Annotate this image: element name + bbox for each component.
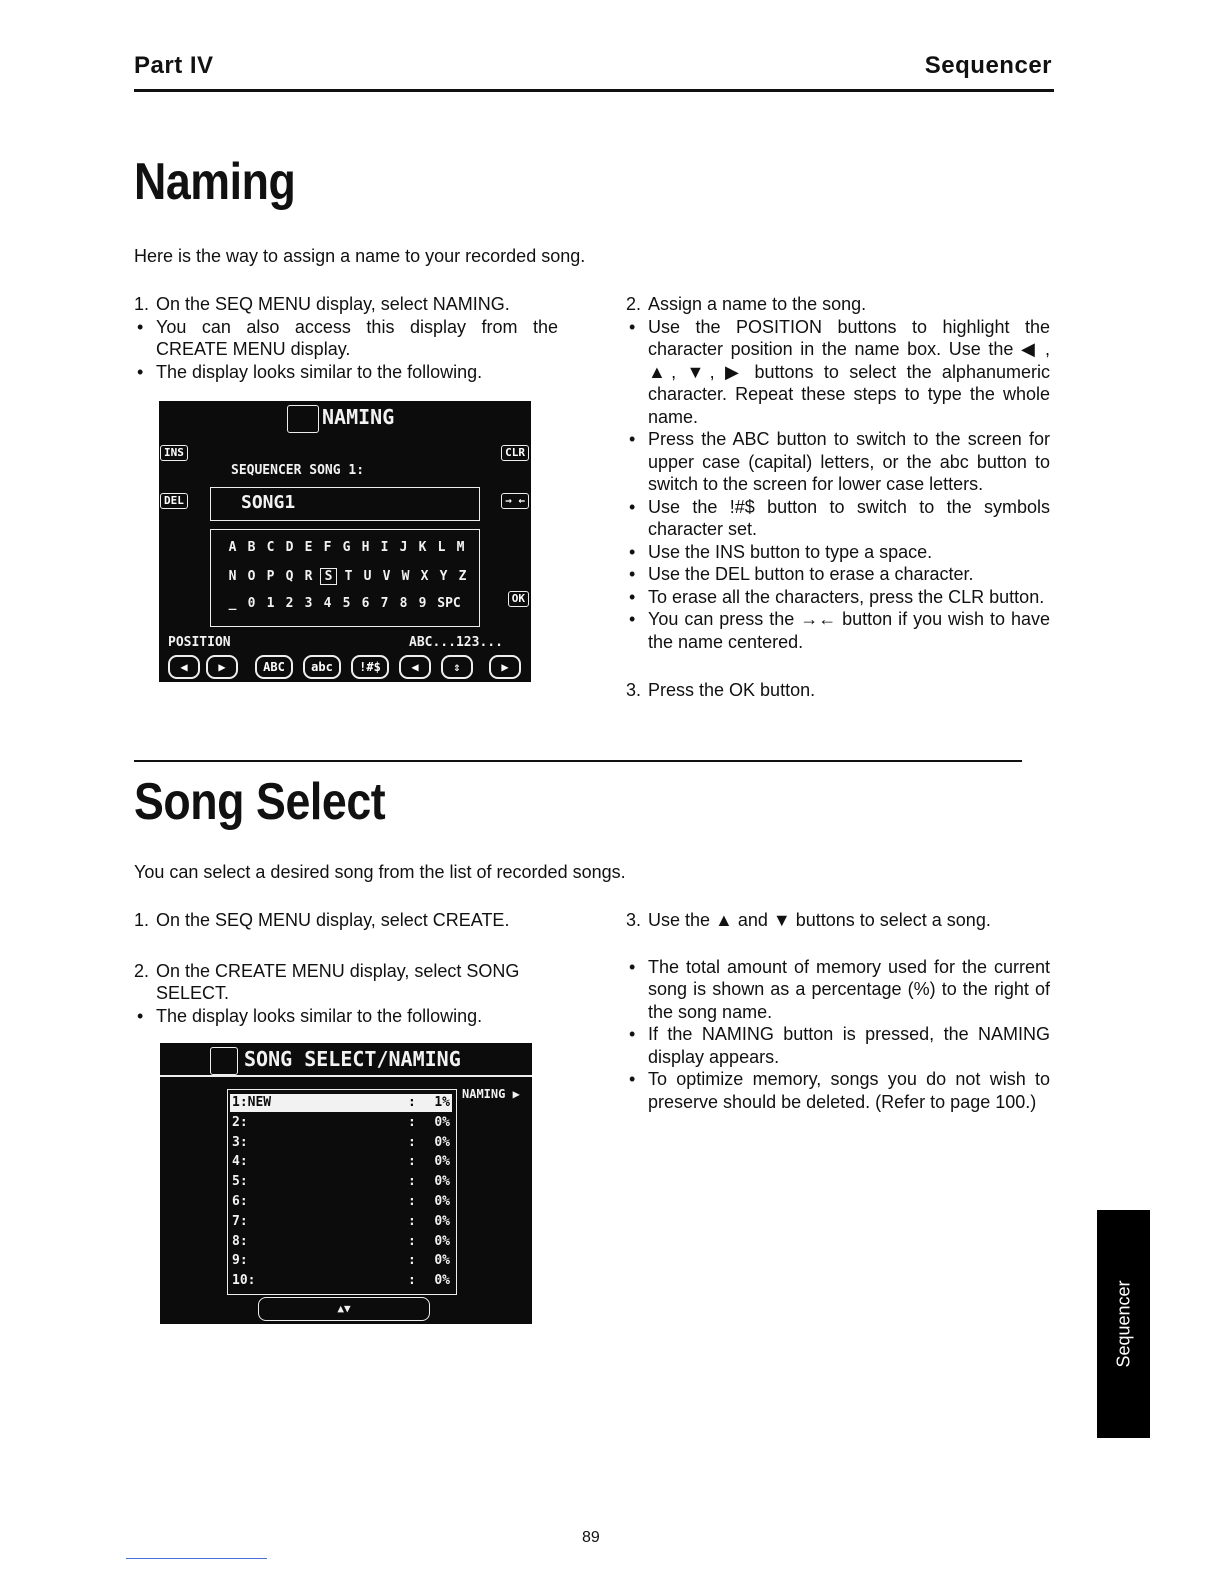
naming-lcd-screen bbox=[159, 401, 531, 682]
song-row-separator: : bbox=[408, 1134, 416, 1150]
char-cell[interactable]: R bbox=[304, 569, 313, 584]
song-row-memory: 1% bbox=[434, 1095, 450, 1110]
song-row[interactable] bbox=[230, 1252, 452, 1270]
naming-step2-bullet: • Press the ABC button to switch to the screen for upper case (capital) letters, or the abc button to switch to the screen for lower case letters. bbox=[626, 428, 1050, 496]
song-row-separator: : bbox=[408, 1174, 416, 1190]
naming-step2-bullet: • Use the INS button to type a space. bbox=[626, 541, 1050, 564]
char-cell[interactable]: U bbox=[363, 569, 372, 584]
char-cell[interactable]: _ bbox=[228, 596, 237, 611]
song-row-label: 1:NEW bbox=[232, 1095, 272, 1110]
name-value: SONG1 bbox=[241, 492, 296, 513]
song-row-label: 10: bbox=[232, 1273, 256, 1289]
char-cell[interactable]: 5 bbox=[342, 596, 351, 611]
naming-step2-bullet: • Use the POSITION buttons to highlight the character position in the name box. Use the ◀ , ▲, ▼, ▶ buttons to select the alphanumeric character. Repeat these steps to type the whole name. bbox=[626, 316, 1050, 429]
naming-step1-bullet: • You can also access this display from the CREATE MENU display. bbox=[134, 316, 558, 361]
song-row[interactable] bbox=[230, 1153, 452, 1171]
char-cell[interactable]: V bbox=[382, 569, 391, 584]
song-row-memory: 0% bbox=[434, 1253, 450, 1269]
naming-step-2: 2. Assign a name to the song. bbox=[626, 294, 867, 314]
song-label: SEQUENCER SONG 1: bbox=[231, 463, 365, 478]
song-row-separator: : bbox=[408, 1253, 416, 1269]
char-set-label: ABC...123... bbox=[409, 635, 503, 650]
song-row[interactable] bbox=[230, 1213, 452, 1231]
char-cell[interactable]: S bbox=[320, 568, 337, 585]
char-cell[interactable]: K bbox=[418, 540, 427, 555]
char-cell[interactable]: 3 bbox=[304, 596, 313, 611]
song-row-label: 3: bbox=[232, 1134, 248, 1150]
char-cell[interactable]: G bbox=[342, 540, 351, 555]
ins-button[interactable]: INS bbox=[160, 445, 188, 461]
del-button[interactable]: DEL bbox=[160, 493, 188, 509]
char-cell[interactable]: 7 bbox=[380, 596, 389, 611]
song-select-intro: You can select a desired song from the list of recorded songs. bbox=[134, 862, 626, 882]
song-step-1: 1. On the SEQ MENU display, select CREATE. bbox=[134, 910, 510, 930]
position-label: POSITION bbox=[168, 635, 231, 650]
naming-step1-bullet: • The display looks similar to the following. bbox=[134, 361, 558, 384]
song-row-memory: 0% bbox=[434, 1114, 450, 1130]
header-part: Part IV bbox=[134, 52, 214, 79]
song-row-memory: 0% bbox=[434, 1273, 450, 1289]
song-select-screen-title: SONG SELECT/NAMING bbox=[244, 1047, 461, 1071]
song-row-memory: 0% bbox=[434, 1213, 450, 1229]
naming-screen-title: NAMING bbox=[322, 405, 395, 429]
song-list bbox=[227, 1089, 457, 1295]
song-row[interactable] bbox=[230, 1272, 452, 1290]
song-step2-bullet: • The display looks similar to the following. bbox=[134, 1005, 558, 1028]
side-tab bbox=[1097, 1210, 1150, 1438]
char-cell[interactable]: J bbox=[399, 540, 408, 555]
song-row-memory: 0% bbox=[434, 1154, 450, 1170]
naming-step2-bullet: • Use the DEL button to erase a character. bbox=[626, 563, 1050, 586]
char-cell[interactable]: F bbox=[323, 540, 332, 555]
song-row-label: 5: bbox=[232, 1174, 248, 1190]
char-row-1[interactable] bbox=[223, 540, 470, 555]
naming-title: Naming bbox=[134, 153, 296, 211]
clr-button[interactable]: CLR bbox=[501, 445, 529, 461]
song-step3-bullet: • If the NAMING button is pressed, the NAMING display appears. bbox=[626, 1023, 1050, 1068]
char-cell[interactable]: 8 bbox=[399, 596, 408, 611]
song-row-separator: : bbox=[408, 1233, 416, 1249]
title-underline bbox=[160, 1075, 532, 1077]
song-select-lcd-screen bbox=[160, 1043, 532, 1324]
song-row-separator: : bbox=[408, 1213, 416, 1229]
song-step-2: 2. On the CREATE MENU display, select SONG SELECT. bbox=[134, 960, 520, 1003]
center-button[interactable]: → ← bbox=[501, 493, 529, 509]
song-row-memory: 0% bbox=[434, 1233, 450, 1249]
char-right-button[interactable]: ▶ bbox=[489, 655, 521, 679]
upper-case-button[interactable]: ABC bbox=[255, 655, 293, 679]
lower-case-button[interactable]: abc bbox=[303, 655, 341, 679]
song-select-title: Song Select bbox=[134, 773, 386, 831]
char-cell[interactable]: Q bbox=[285, 569, 294, 584]
char-cell[interactable]: D bbox=[285, 540, 294, 555]
song-row[interactable] bbox=[230, 1233, 452, 1251]
naming-step-1: 1. On the SEQ MENU display, select NAMING. bbox=[134, 294, 510, 314]
song-row-label: 7: bbox=[232, 1213, 248, 1229]
song-step3-bullet: • To optimize memory, songs you do not wish to preserve should be deleted. (Refer to page 100.) bbox=[626, 1068, 1050, 1113]
header-rule bbox=[134, 89, 1054, 92]
naming-screen-icon bbox=[287, 405, 319, 433]
song-row-label: 4: bbox=[232, 1154, 248, 1170]
char-updown-button[interactable]: ⇕ bbox=[441, 655, 473, 679]
char-cell[interactable]: T bbox=[344, 569, 353, 584]
position-right-button[interactable]: ▶ bbox=[206, 655, 238, 679]
char-cell[interactable]: A bbox=[228, 540, 237, 555]
position-left-button[interactable]: ◀ bbox=[168, 655, 200, 679]
char-cell[interactable]: X bbox=[420, 569, 429, 584]
char-cell[interactable]: O bbox=[247, 569, 256, 584]
char-cell[interactable]: SPC bbox=[437, 596, 461, 611]
song-row-separator: : bbox=[408, 1273, 416, 1289]
char-cell[interactable]: Y bbox=[439, 569, 448, 584]
song-row-separator: : bbox=[408, 1095, 416, 1110]
char-cell[interactable]: C bbox=[266, 540, 275, 555]
naming-left-column bbox=[134, 293, 558, 383]
ok-button[interactable]: OK bbox=[508, 591, 529, 607]
naming-step2-bullet: • Use the !#$ button to switch to the symbols character set. bbox=[626, 496, 1050, 541]
char-cell[interactable]: I bbox=[380, 540, 389, 555]
char-cell[interactable]: 4 bbox=[323, 596, 332, 611]
symbols-button[interactable]: !#$ bbox=[351, 655, 389, 679]
footer-link-line bbox=[126, 1558, 267, 1559]
naming-right-column bbox=[626, 293, 1050, 702]
scroll-button[interactable]: ▲▼ bbox=[258, 1297, 430, 1321]
char-cell[interactable]: L bbox=[437, 540, 446, 555]
char-cell[interactable]: B bbox=[247, 540, 256, 555]
page-number: 89 bbox=[582, 1529, 600, 1546]
char-row-3[interactable] bbox=[223, 596, 466, 611]
char-row-2[interactable] bbox=[223, 568, 472, 585]
char-cell[interactable]: Z bbox=[458, 569, 467, 584]
naming-intro: Here is the way to assign a name to your recorded song. bbox=[134, 246, 586, 266]
song-step3-bullet: • The total amount of memory used for the current song is shown as a percentage (%) to the right of the song name. bbox=[626, 956, 1050, 1024]
song-row-label: 6: bbox=[232, 1194, 248, 1209]
song-select-screen-icon bbox=[210, 1047, 238, 1075]
char-cell[interactable]: 0 bbox=[247, 596, 256, 611]
song-row-label: 9: bbox=[232, 1253, 248, 1269]
name-box[interactable] bbox=[210, 487, 480, 521]
song-step-3: 3. Use the ▲ and ▼ buttons to select a song. bbox=[626, 910, 991, 930]
song-row[interactable] bbox=[230, 1193, 452, 1211]
char-cell[interactable]: M bbox=[456, 540, 465, 555]
naming-softkey[interactable]: NAMING ▶ bbox=[462, 1087, 520, 1101]
song-row[interactable] bbox=[230, 1094, 452, 1112]
song-row-label: 2: bbox=[232, 1114, 248, 1130]
char-cell[interactable]: N bbox=[228, 569, 237, 584]
song-select-left-column bbox=[134, 909, 558, 1027]
character-grid bbox=[210, 529, 480, 627]
char-cell[interactable]: W bbox=[401, 569, 410, 584]
naming-step-3: 3. Press the OK button. bbox=[626, 680, 816, 700]
naming-step2-bullet: • You can press the →← button if you wish to have the name centered. bbox=[626, 608, 1050, 653]
char-cell[interactable]: E bbox=[304, 540, 313, 555]
char-cell[interactable]: H bbox=[361, 540, 370, 555]
song-row-separator: : bbox=[408, 1194, 416, 1209]
song-row[interactable] bbox=[230, 1134, 452, 1152]
char-cell[interactable]: 9 bbox=[418, 596, 427, 611]
song-row-memory: 0% bbox=[434, 1194, 450, 1209]
song-row[interactable] bbox=[230, 1173, 452, 1191]
header-section: Sequencer bbox=[924, 52, 1052, 79]
char-cell[interactable]: 2 bbox=[285, 596, 294, 611]
section-divider bbox=[134, 760, 1022, 762]
song-row[interactable] bbox=[230, 1114, 452, 1132]
char-left-button[interactable]: ◀ bbox=[399, 655, 431, 679]
side-tab-label: Sequencer bbox=[1113, 1280, 1133, 1368]
song-row-memory: 0% bbox=[434, 1134, 450, 1150]
song-row-label: 8: bbox=[232, 1233, 248, 1249]
song-row-memory: 0% bbox=[434, 1174, 450, 1190]
naming-step2-bullet: • To erase all the characters, press the CLR button. bbox=[626, 586, 1050, 609]
char-cell[interactable]: 6 bbox=[361, 596, 370, 611]
song-row-separator: : bbox=[408, 1154, 416, 1170]
song-select-right-column bbox=[626, 909, 1050, 1113]
char-cell[interactable]: P bbox=[266, 569, 275, 584]
char-cell[interactable]: 1 bbox=[266, 596, 275, 611]
song-row-separator: : bbox=[408, 1114, 416, 1130]
